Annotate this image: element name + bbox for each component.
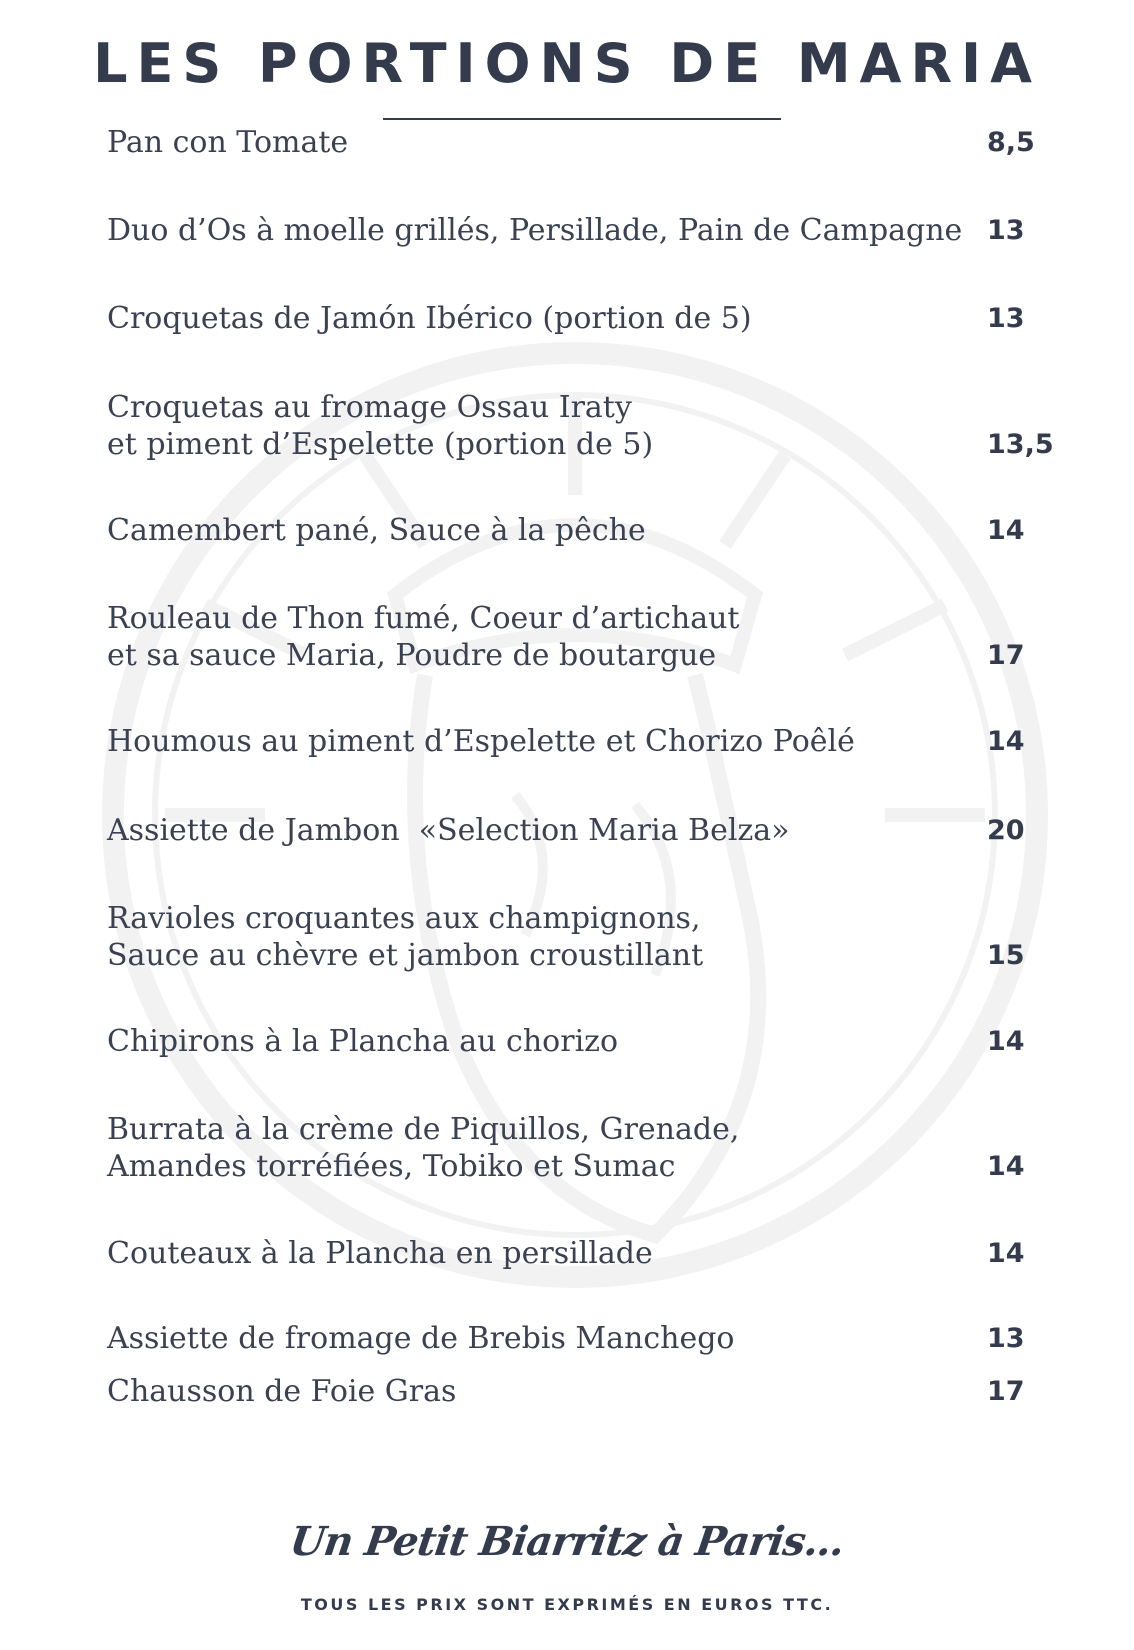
menu-item (107, 812, 1057, 849)
menu-item-price: 14 (987, 1026, 1025, 1057)
menu-item-name: Rouleau de Thon fumé, Coeur d’artichaut et sa sauce Maria, Poudre de boutargue (107, 601, 740, 673)
menu-item-name: Ravioles croquantes aux champignons, Sauce au chèvre et jambon croustillant (107, 901, 704, 973)
menu-item (107, 600, 1057, 674)
menu-item-name: Assiette de Jambon «Selection Maria Belza» (107, 813, 790, 848)
price-disclaimer: TOUS LES PRIX SONT EXPRIMÉS EN EUROS TTC. (300, 1595, 834, 1614)
menu-item-name: Chausson de Foie Gras (107, 1374, 457, 1409)
menu-item (107, 1320, 1057, 1357)
menu-item-name: Croquetas au fromage Ossau Iraty et piment d’Espelette (portion de 5) (107, 390, 654, 462)
menu-item-price: 13 (987, 215, 1025, 246)
menu-item-name: Camembert pané, Sauce à la pêche (107, 513, 646, 548)
menu-item-price: 17 (987, 640, 1025, 671)
menu-item (107, 389, 1057, 463)
menu-item (107, 300, 1057, 337)
menu-item-price: 17 (987, 1376, 1025, 1407)
menu-item-name: Couteaux à la Plancha en persillade (107, 1236, 653, 1271)
menu-item (107, 212, 1057, 249)
menu-item-name: Houmous au piment d’Espelette et Chorizo Poêlé (107, 724, 855, 759)
menu-item-name: Croquetas de Jamón Ibérico (portion de 5) (107, 301, 752, 336)
menu-item-name: Assiette de fromage de Brebis Manchego (107, 1321, 735, 1356)
menu-item-name: Burrata à la crème de Piquillos, Grenade, Amandes torréfiées, Tobiko et Sumac (107, 1112, 740, 1184)
menu-item-price: 15 (987, 940, 1025, 971)
menu-item (107, 124, 1057, 161)
menu-item-price: 14 (987, 515, 1025, 546)
menu-item (107, 1023, 1057, 1060)
menu-item-name: Pan con Tomate (107, 125, 349, 160)
menu-item (107, 1373, 1057, 1410)
page-title: LES PORTIONS DE MARIA (93, 32, 1041, 95)
menu-item-price: 13 (987, 303, 1025, 334)
menu-item-price: 8,5 (987, 127, 1035, 158)
title-divider (383, 118, 781, 120)
menu-item-price: 20 (987, 815, 1025, 846)
menu-item (107, 1111, 1057, 1185)
menu-item (107, 512, 1057, 549)
menu-item (107, 900, 1057, 974)
menu-item-price: 13,5 (987, 429, 1054, 460)
menu-item-price: 13 (987, 1323, 1025, 1354)
menu-item-price: 14 (987, 1151, 1025, 1182)
signature-script: Un Petit Biarritz à Paris... (287, 1518, 847, 1565)
menu-item-name: Duo d’Os à moelle grillés, Persillade, Pain de Campagne (107, 213, 963, 248)
menu-item (107, 723, 1057, 760)
menu-item-name: Chipirons à la Plancha au chorizo (107, 1024, 619, 1059)
menu-item-price: 14 (987, 726, 1025, 757)
menu-item (107, 1235, 1057, 1272)
menu-item-price: 14 (987, 1238, 1025, 1269)
